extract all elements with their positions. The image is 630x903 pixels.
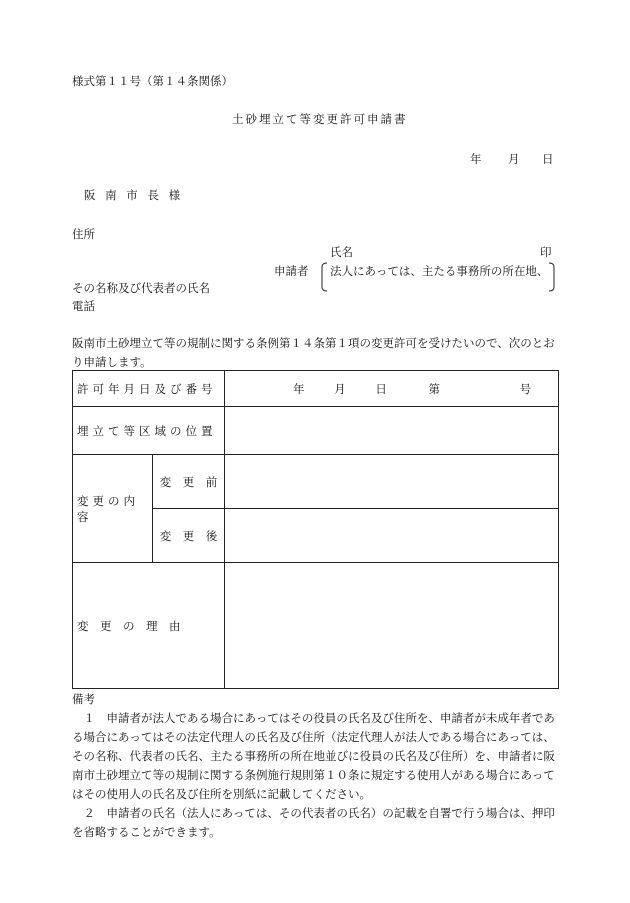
form-number: 様式第１１号（第１４条関係） (72, 74, 233, 88)
permit-no-prefix: 第 (428, 381, 440, 396)
permit-day: 日 (375, 381, 387, 396)
name-label: 氏名 (330, 245, 353, 259)
after-label: 変 更 後 (153, 509, 225, 563)
before-label: 変 更 前 (153, 455, 225, 509)
right-bracket-icon (548, 262, 556, 292)
permit-row (73, 371, 559, 407)
permit-value-cell[interactable] (225, 371, 559, 407)
corp-note-line1: 法人にあっては、主たる事務所の所在地、 (330, 264, 549, 278)
notes-heading: 備考 (72, 692, 95, 706)
reason-value-cell[interactable] (225, 563, 559, 689)
change-label: 変更の内容 (73, 455, 153, 563)
phone-label: 電話 (72, 299, 95, 313)
notes-item-1: １ 申請者が法人である場合にあってはその役員の氏名及び住所を、申請者が未成年者である場合にあってはその法定代理人の氏名及び住所（法定代理人が法人である場合にあっては、その名称、代表者の氏名、主たる事務所の所在地並びに役員の氏名及び住所）を、申請者に阪南市土砂埋立て等の規制に関する条例施行規則第１０条に規定する使用人がある場合にあってはその使用人の氏名及び住所を別紙に記載してください。 (72, 711, 555, 801)
before-value-cell[interactable] (225, 455, 559, 509)
date-year-label: 年 (470, 152, 482, 166)
date-month-label: 月 (508, 152, 520, 166)
address-label: 住所 (72, 227, 95, 241)
permit-month: 月 (334, 381, 346, 396)
notes-item-2: ２ 申請者の氏名（法人にあっては、その代表者の氏名）の記載を自署で行う場合は、押印を省略することができます。 (72, 806, 555, 839)
application-statement: 阪南市土砂埋立て等の規制に関する条例第１４条第１項の変更許可を受けたいので、次のとおり申請します。 (72, 336, 555, 369)
reason-label: 変 更 の 理 由 (73, 563, 225, 689)
reason-row (73, 563, 559, 689)
location-value-cell[interactable] (225, 407, 559, 455)
applicant-label: 申請者 (274, 264, 309, 278)
application-table (72, 370, 559, 689)
permit-no-suffix: 号 (519, 381, 532, 396)
addressee: 阪 南 市 長 様 (84, 188, 184, 202)
date-day-label: 日 (542, 152, 554, 166)
after-value-cell[interactable] (225, 509, 559, 563)
location-row (73, 407, 559, 455)
notes-section (72, 690, 558, 842)
document-title: 土砂埋立て等変更許可申請書 (232, 112, 408, 126)
change-before-row (73, 455, 559, 509)
permit-year: 年 (293, 381, 305, 396)
location-label: 埋立て等区域の位置 (73, 407, 225, 455)
seal-label: 印 (540, 245, 552, 259)
permit-label: 許可年月日及び番号 (73, 371, 225, 407)
left-bracket-icon (320, 262, 328, 292)
corp-note-line2: その名称及び代表者の氏名 (72, 281, 210, 295)
